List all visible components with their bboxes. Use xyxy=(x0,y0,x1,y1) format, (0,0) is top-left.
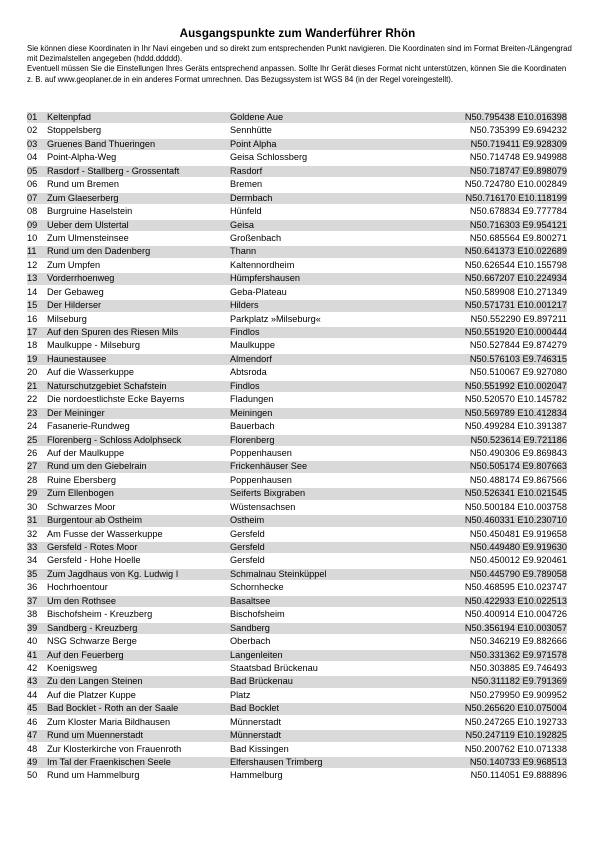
route-number: 25 xyxy=(27,434,38,445)
route-number: 50 xyxy=(27,770,38,781)
start-point: Frickenhäuser See xyxy=(230,461,308,472)
coordinates: N50.576103 E9.746315 xyxy=(469,353,567,364)
table-row xyxy=(27,272,567,285)
coordinates: N50.716170 E10.118199 xyxy=(465,192,567,203)
route-name: Im Tal der Fraenkischen Seele xyxy=(47,757,171,767)
route-name: Auf den Spuren des Riesen Mils xyxy=(47,327,179,337)
coordinates: N50.552290 E9.897211 xyxy=(470,313,567,324)
intro-paragraph-1: Sie können diese Koordinaten in Ihr Navi eingeben und so direkt zum entsprechenden Punkt navigieren. Die Koordinaten sind im Format Breiten-/Längengrad mit Dezimalstellen angegeben (hddd.ddddd). xyxy=(27,44,572,64)
route-name: Um den Rothsee xyxy=(47,595,116,606)
table-row xyxy=(27,662,567,675)
route-number: 39 xyxy=(27,622,38,633)
route-number: 09 xyxy=(27,219,38,230)
route-number: 23 xyxy=(27,407,38,418)
start-point: Bad Brückenau xyxy=(230,676,293,687)
route-name: Auf den Feuerberg xyxy=(47,649,124,660)
table-row xyxy=(27,689,567,702)
route-number: 11 xyxy=(27,246,37,257)
coordinates: N50.526341 E10.021545 xyxy=(464,488,567,499)
route-name: Rund um Hammelburg xyxy=(47,770,140,781)
coordinates: N50.265620 E10.075004 xyxy=(464,703,567,714)
table-row xyxy=(27,541,567,554)
page-title: Ausgangspunkte zum Wanderführer Rhön xyxy=(179,27,416,40)
table-row xyxy=(27,286,567,299)
route-number: 41 xyxy=(27,649,38,660)
route-number: 07 xyxy=(27,192,38,203)
start-point: Großenbach xyxy=(230,232,282,243)
route-name: Zum Ellenbogen xyxy=(47,488,114,499)
coordinates: N50.311182 E9.791369 xyxy=(471,676,567,687)
table-row xyxy=(27,595,567,608)
start-point: Hilders xyxy=(230,300,259,311)
table-row xyxy=(27,743,567,756)
start-point: Almendorf xyxy=(230,353,272,364)
start-point: Langenleiten xyxy=(230,649,283,660)
route-number: 42 xyxy=(27,662,38,673)
route-name: Keltenpfad xyxy=(47,112,91,122)
start-point: Bremen xyxy=(230,179,263,190)
start-point: Parkplatz »Milseburg« xyxy=(230,313,321,324)
route-name: Der Meininger xyxy=(47,407,105,418)
coordinates: N50.571731 E10.001217 xyxy=(464,300,567,311)
route-name: Florenberg - Schloss Adolphseck xyxy=(47,434,182,445)
start-point: Münnerstadt xyxy=(230,716,282,727)
route-name: Die nordoestlichste Ecke Bayerns xyxy=(47,394,185,405)
route-number: 13 xyxy=(27,273,38,284)
route-name: NSG Schwarze Berge xyxy=(47,636,137,647)
route-name: Rund um Muennerstadt xyxy=(47,730,144,741)
route-number: 24 xyxy=(27,421,38,432)
route-number: 32 xyxy=(27,528,38,539)
route-name: Zur Klosterkirche von Frauenroth xyxy=(47,743,182,754)
coordinates: N50.520570 E10.145782 xyxy=(464,394,567,405)
table-row xyxy=(27,568,567,581)
route-name: Stoppelsberg xyxy=(47,125,102,136)
route-name: Gersfeld - Hohe Hoelle xyxy=(47,555,141,566)
start-point: Gersfeld xyxy=(230,542,265,552)
start-point: Hünfeld xyxy=(230,206,262,217)
table-row xyxy=(27,608,567,621)
route-name: Ueber dem Ulstertal xyxy=(47,219,129,230)
route-number: 38 xyxy=(27,609,38,620)
route-name: Der Hilderser xyxy=(47,300,102,311)
coordinates: N50.445790 E9.789058 xyxy=(469,568,567,579)
table-row xyxy=(27,393,567,406)
table-row xyxy=(27,460,567,473)
coordinates-table xyxy=(27,111,567,783)
coordinates: N50.527844 E9.874279 xyxy=(469,340,567,351)
start-point: Geisa xyxy=(230,219,255,230)
coordinates: N50.422933 E10.022513 xyxy=(464,595,567,606)
route-name: Zum Glaeserberg xyxy=(47,192,119,203)
start-point: Meiningen xyxy=(230,407,273,418)
table-row xyxy=(27,326,567,339)
table-row xyxy=(27,474,567,487)
table-row xyxy=(27,339,567,352)
route-number: 33 xyxy=(27,542,38,552)
coordinates: N50.500184 E10.003758 xyxy=(464,501,567,512)
route-name: Point-Alpha-Weg xyxy=(47,152,117,163)
table-row xyxy=(27,192,567,205)
table-row xyxy=(27,487,567,500)
route-number: 12 xyxy=(27,259,38,270)
route-number: 44 xyxy=(27,689,38,700)
table-row xyxy=(27,675,567,688)
start-point: Rasdorf xyxy=(230,165,263,176)
route-name: Vorderrhoenweg xyxy=(47,273,115,284)
coordinates: N50.719411 E9.928309 xyxy=(470,138,567,149)
table-row xyxy=(27,407,567,420)
coordinates: N50.551992 E10.002047 xyxy=(464,380,567,391)
route-number: 47 xyxy=(27,730,38,741)
coordinates: N50.716303 E9.954121 xyxy=(469,219,567,230)
coordinates: N50.279950 E9.909952 xyxy=(469,689,567,700)
route-name: Haunestausee xyxy=(47,353,107,364)
route-name: Koenigsweg xyxy=(47,662,98,673)
route-number: 02 xyxy=(27,125,38,136)
table-row xyxy=(27,380,567,393)
table-row xyxy=(27,313,567,326)
route-number: 19 xyxy=(27,353,38,364)
coordinates: N50.626544 E10.155798 xyxy=(464,259,567,270)
coordinates: N50.450012 E9.920461 xyxy=(469,555,567,566)
route-name: Zu den Langen Steinen xyxy=(47,676,143,687)
coordinates: N50.460331 E10.230710 xyxy=(464,515,567,526)
route-number: 43 xyxy=(27,676,38,687)
coordinates: N50.450481 E9.919658 xyxy=(469,528,567,539)
coordinates: N50.735399 E9.694232 xyxy=(469,125,567,136)
route-number: 49 xyxy=(27,757,38,767)
route-name: Rund um Bremen xyxy=(47,179,120,190)
table-row xyxy=(27,151,567,164)
table-row xyxy=(27,649,567,662)
route-name: Hochrhoentour xyxy=(47,582,108,593)
table-row xyxy=(27,635,567,648)
route-number: 05 xyxy=(27,165,38,176)
coordinates: N50.247119 E10.192825 xyxy=(465,730,567,741)
coordinates: N50.685564 E9.800271 xyxy=(469,232,567,243)
route-name: Burgentour ab Ostheim xyxy=(47,515,142,526)
table-row xyxy=(27,138,567,151)
table-row xyxy=(27,259,567,272)
start-point: Bad Kissingen xyxy=(230,743,289,754)
table-row xyxy=(27,205,567,218)
route-name: Auf die Platzer Kuppe xyxy=(47,689,136,700)
route-number: 40 xyxy=(27,636,38,647)
route-name: Am Fusse der Wasserkuppe xyxy=(47,528,163,539)
start-point: Geba-Plateau xyxy=(230,286,287,297)
route-number: 16 xyxy=(27,313,38,324)
coordinates: N50.331362 E9.971578 xyxy=(469,649,567,660)
table-row xyxy=(27,245,567,258)
coordinates: N50.667207 E10.224934 xyxy=(464,273,567,284)
table-row xyxy=(27,501,567,514)
route-number: 46 xyxy=(27,716,38,727)
coordinates: N50.303885 E9.746493 xyxy=(469,662,567,673)
table-row xyxy=(27,622,567,635)
route-number: 14 xyxy=(27,286,38,297)
route-name: Rund um den Giebelrain xyxy=(47,461,147,472)
table-row xyxy=(27,232,567,245)
route-name: Gruenes Band Thueringen xyxy=(47,138,156,149)
start-point: Staatsbad Brückenau xyxy=(230,662,318,673)
start-point: Florenberg xyxy=(230,434,275,445)
start-point: Maulkuppe xyxy=(230,340,275,351)
route-number: 04 xyxy=(27,152,38,163)
route-number: 22 xyxy=(27,394,38,405)
route-name: Zum Kloster Maria Bildhausen xyxy=(47,716,171,727)
route-name: Schwarzes Moor xyxy=(47,501,116,512)
route-number: 20 xyxy=(27,367,38,378)
start-point: Gersfeld xyxy=(230,528,265,539)
coordinates: N50.247265 E10.192733 xyxy=(464,716,567,727)
route-number: 29 xyxy=(27,488,38,499)
route-name: Zum Jagdhaus von Kg. Ludwig I xyxy=(47,568,179,579)
table-row xyxy=(27,528,567,541)
coordinates: N50.356194 E10.003057 xyxy=(464,622,567,633)
coordinates: N50.346219 E9.882666 xyxy=(469,636,567,647)
route-name: Zum Umpfen xyxy=(47,259,101,270)
table-row xyxy=(27,514,567,527)
start-point: Bad Bocklet xyxy=(230,703,280,714)
route-name: Gersfeld - Rotes Moor xyxy=(47,542,138,552)
route-number: 06 xyxy=(27,179,38,190)
start-point: Abtsroda xyxy=(230,367,267,378)
route-number: 26 xyxy=(27,447,38,458)
route-number: 08 xyxy=(27,206,38,217)
start-point: Findlos xyxy=(230,380,260,391)
coordinates: N50.510067 E9.927080 xyxy=(469,367,567,378)
start-point: Bauerbach xyxy=(230,421,275,432)
route-name: Rasdorf - Stallberg - Grossentaft xyxy=(47,165,180,176)
table-row xyxy=(27,447,567,460)
route-number: 37 xyxy=(27,595,38,606)
start-point: Münnerstadt xyxy=(230,730,282,741)
intro-text xyxy=(27,44,572,85)
route-name: Milseburg xyxy=(47,313,87,324)
table-row xyxy=(27,554,567,567)
coordinates: N50.678834 E9.777784 xyxy=(469,206,567,217)
coordinates: N50.400914 E10.004726 xyxy=(464,609,567,620)
table-row xyxy=(27,124,567,137)
start-point: Poppenhausen xyxy=(230,474,292,485)
route-name: Der Gebaweg xyxy=(47,286,104,297)
start-point: Thann xyxy=(230,246,257,257)
start-point: Oberbach xyxy=(230,636,271,647)
start-point: Schornhecke xyxy=(230,582,284,593)
route-number: 45 xyxy=(27,703,38,714)
table-row xyxy=(27,165,567,178)
coordinates: N50.488174 E9.867566 xyxy=(469,474,567,485)
route-number: 27 xyxy=(27,461,38,472)
route-name: Rund um den Dadenberg xyxy=(47,246,151,257)
route-name: Fasanerie-Rundweg xyxy=(47,421,130,432)
table-row xyxy=(27,702,567,715)
start-point: Sandberg xyxy=(230,622,270,633)
route-name: Bischofsheim - Kreuzberg xyxy=(47,609,153,620)
coordinates: N50.449480 E9.919630 xyxy=(469,542,567,552)
route-number: 03 xyxy=(27,138,38,149)
coordinates: N50.505174 E9.807663 xyxy=(469,461,567,472)
table-row xyxy=(27,219,567,232)
table-row xyxy=(27,581,567,594)
coordinates: N50.724780 E10.002849 xyxy=(464,179,567,190)
coordinates: N50.468595 E10.023747 xyxy=(464,582,567,593)
start-point: Platz xyxy=(230,689,251,700)
start-point: Bischofsheim xyxy=(230,609,285,620)
start-point: Goldene Aue xyxy=(230,112,284,122)
route-number: 28 xyxy=(27,474,38,485)
coordinates: N50.569789 E10.412834 xyxy=(464,407,567,418)
coordinates: N50.714748 E9.949988 xyxy=(469,152,567,163)
start-point: Fladungen xyxy=(230,394,274,405)
route-name: Auf die Wasserkuppe xyxy=(47,367,134,378)
route-number: 18 xyxy=(27,340,38,351)
route-number: 36 xyxy=(27,582,38,593)
route-number: 17 xyxy=(27,327,38,337)
route-name: Zum Ulmensteinsee xyxy=(47,232,129,243)
coordinates: N50.499284 E10.391387 xyxy=(464,421,567,432)
route-name: Sandberg - Kreuzberg xyxy=(47,622,138,633)
coordinates: N50.718747 E9.898079 xyxy=(469,165,567,176)
route-number: 21 xyxy=(27,380,38,391)
route-name: Burgruine Haselstein xyxy=(47,206,133,217)
start-point: Poppenhausen xyxy=(230,447,292,458)
table-row xyxy=(27,434,567,447)
start-point: Hümpfershausen xyxy=(230,273,300,284)
route-number: 35 xyxy=(27,568,38,579)
table-row xyxy=(27,420,567,433)
start-point: Gersfeld xyxy=(230,555,265,566)
route-name: Ruine Ebersberg xyxy=(47,474,116,485)
start-point: Point Alpha xyxy=(230,138,277,149)
route-name: Maulkuppe - Milseburg xyxy=(47,340,140,351)
start-point: Geisa Schlossberg xyxy=(230,152,308,163)
start-point: Wüstensachsen xyxy=(230,501,296,512)
route-number: 48 xyxy=(27,743,38,754)
coordinates: N50.114051 E9.888896 xyxy=(470,770,567,781)
start-point: Elfershausen Trimberg xyxy=(230,757,323,767)
table-row xyxy=(27,366,567,379)
start-point: Findlos xyxy=(230,327,260,337)
table-row xyxy=(27,299,567,312)
route-number: 15 xyxy=(27,300,38,311)
route-number: 31 xyxy=(27,515,38,526)
start-point: Kaltennordheim xyxy=(230,259,295,270)
start-point: Seiferts Bixgraben xyxy=(230,488,306,499)
coordinates: N50.589908 E10.271349 xyxy=(464,286,567,297)
route-name: Auf der Maulkuppe xyxy=(47,447,125,458)
route-number: 01 xyxy=(27,112,38,122)
table-row xyxy=(27,769,567,782)
coordinates: N50.641373 E10.022689 xyxy=(464,246,567,257)
intro-paragraph-2: Eventuell müssen Sie die Einstellungen Ihres Geräts entsprechend anpassen. Sollte Ihr Gerät dieses Format nicht unterstützen, können Sie die Koordinaten z. B. auf www.geoplaner.de in ein anderes Format umrechnen. Das Bezugssystem ist WGS 84 (in der Regel voreingestellt). xyxy=(27,64,567,84)
table-row xyxy=(27,729,567,742)
route-name: Naturschutzgebiet Schafstein xyxy=(47,380,167,391)
route-number: 10 xyxy=(27,232,38,243)
table-row xyxy=(27,178,567,191)
route-name: Bad Bocklet - Roth an der Saale xyxy=(47,703,179,714)
start-point: Sennhütte xyxy=(230,125,272,136)
coordinates: N50.523614 E9.721186 xyxy=(470,434,567,445)
table-row xyxy=(27,716,567,729)
route-number: 30 xyxy=(27,501,38,512)
start-point: Ostheim xyxy=(230,515,265,526)
start-point: Hammelburg xyxy=(230,770,283,781)
coordinates: N50.551920 E10.000444 xyxy=(464,327,567,337)
start-point: Schmalnau Steinküppel xyxy=(230,568,327,579)
coordinates: N50.200762 E10.071338 xyxy=(464,743,567,754)
start-point: Basaltsee xyxy=(230,595,271,606)
table-row xyxy=(27,756,567,769)
table-row xyxy=(27,353,567,366)
route-number: 34 xyxy=(27,555,38,566)
table-row xyxy=(27,111,567,124)
coordinates: N50.140733 E9.968513 xyxy=(469,757,567,767)
start-point: Dermbach xyxy=(230,192,273,203)
coordinates: N50.490306 E9.869843 xyxy=(469,447,567,458)
coordinates: N50.795438 E10.016398 xyxy=(464,112,567,122)
